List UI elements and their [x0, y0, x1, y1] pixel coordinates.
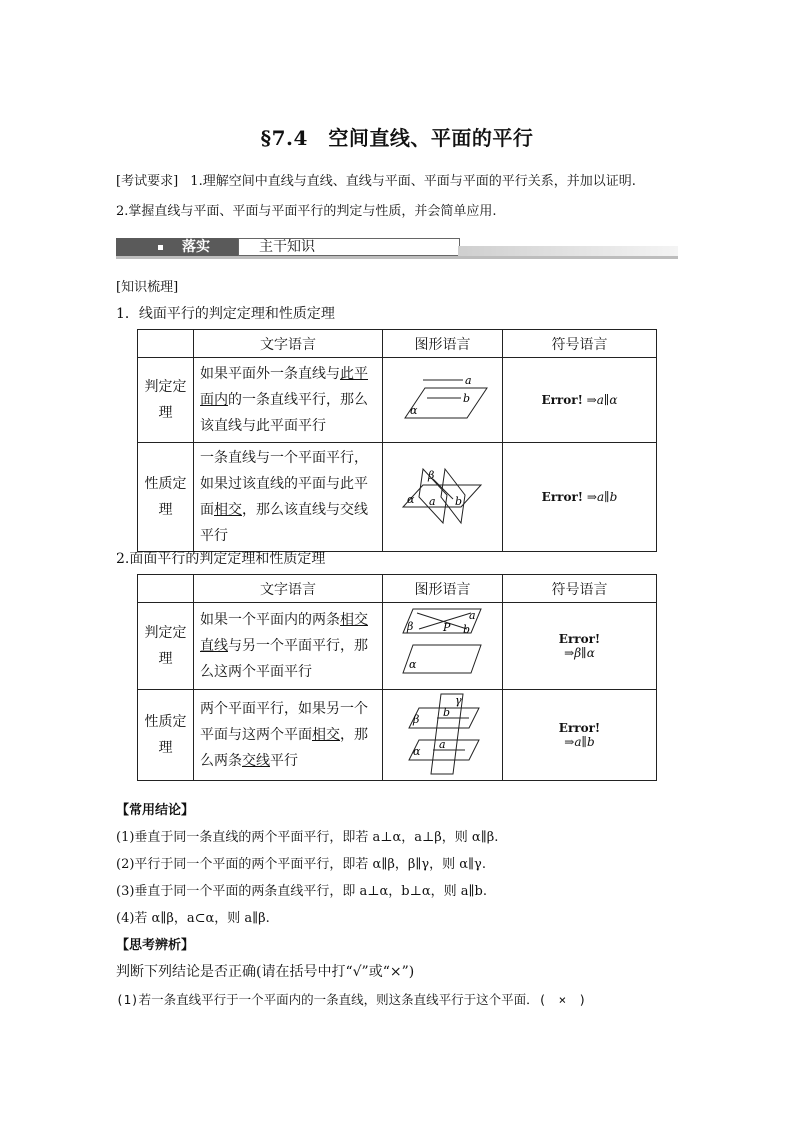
exam-requirements-tag: [考试要求] [116, 174, 179, 189]
header-empty [138, 575, 194, 603]
svg-text:γ: γ [455, 694, 462, 707]
row-label: 判定定理 [138, 603, 194, 690]
svg-text:b: b [455, 495, 463, 508]
table-row [138, 443, 657, 552]
header-text-language: 文字语言 [194, 575, 383, 603]
svg-text:a: a [469, 609, 476, 622]
page-title: §7.4 空间直线、平面的平行 [260, 126, 534, 150]
svg-text:b: b [463, 623, 471, 636]
row-symbol: Error! ⇒a∥b [503, 690, 657, 781]
header-figure-language: 图形语言 [383, 575, 503, 603]
row-symbol: Error! ⇒a∥b [503, 443, 657, 552]
row-text: 如果平面外一条直线与此平面内的一条直线平行，那么该直线与此平面平行 [194, 358, 383, 443]
banner-underline [116, 256, 678, 259]
section1-heading: 1．线面平行的判定定理和性质定理 [116, 306, 335, 322]
table-line-plane-parallel [137, 329, 657, 552]
svg-text:α: α [410, 404, 418, 417]
banner-dark-tab [116, 238, 238, 256]
row-label: 性质定理 [138, 690, 194, 781]
svg-text:b: b [463, 392, 471, 405]
svg-text:a: a [465, 374, 472, 387]
conclusion-item: (4)若 α∥β，a⊂α，则 a∥β. [116, 911, 270, 926]
discrimination-tag: 【思考辨析】 [116, 938, 195, 953]
figure-line-plane-criterion [383, 358, 503, 443]
conclusion-item: (2)平行于同一个平面的两个平面平行，即若 α∥β，β∥γ，则 α∥γ. [116, 857, 486, 872]
exam-requirements-line1 [116, 172, 636, 192]
table-row [138, 603, 657, 690]
conclusion-item: (1)垂直于同一条直线的两个平面平行，即若 a⊥α，a⊥β，则 α∥β. [116, 830, 499, 845]
banner-fade [458, 246, 678, 256]
row-symbol: Error! ⇒a∥α [503, 358, 657, 443]
section-banner [116, 236, 678, 258]
row-label: 判定定理 [138, 358, 194, 443]
header-symbol-language: 符号语言 [503, 575, 657, 603]
svg-text:a: a [429, 495, 436, 508]
banner-dark-label: 落实 [182, 239, 210, 255]
header-text-language: 文字语言 [194, 330, 383, 358]
svg-text:a: a [439, 738, 446, 751]
table-row [138, 358, 657, 443]
banner-light-label: 主干知识 [238, 238, 460, 256]
svg-text:P: P [443, 621, 451, 634]
table-header-row [138, 575, 657, 603]
row-text: 一条直线与一个平面平行，如果过该直线的平面与此平面相交，那么该直线与交线平行 [194, 443, 383, 552]
requirement-1: 1.理解空间中直线与直线、直线与平面、平面与平面的平行关系，并加以证明. [190, 174, 636, 189]
figure-plane-plane-property [383, 690, 503, 781]
table-row [138, 690, 657, 781]
discrimination-intro: 判断下列结论是否正确(请在括号中打“√”或“×”) [116, 964, 415, 980]
svg-text:α: α [407, 493, 415, 506]
table-plane-plane-parallel [137, 574, 657, 781]
requirement-2: 2.掌握直线与平面、平面与平面平行的判定与性质，并会简单应用. [116, 204, 497, 219]
svg-text:α: α [409, 658, 417, 671]
header-figure-language: 图形语言 [383, 330, 503, 358]
conclusion-item: (3)垂直于同一个平面的两条直线平行，即 a⊥α，b⊥α，则 a∥b. [116, 884, 487, 899]
svg-text:β: β [428, 469, 435, 482]
svg-text:α: α [413, 745, 421, 758]
figure-line-plane-property [383, 443, 503, 552]
discrimination-question-1: (1)若一条直线平行于一个平面内的一条直线，则这条直线平行于这个平面．( × ) [116, 992, 587, 1007]
header-empty [138, 330, 194, 358]
knowledge-tag: [知识梳理] [116, 280, 179, 295]
svg-text:b: b [443, 706, 451, 719]
svg-text:β: β [407, 620, 414, 633]
section2-heading: 2.面面平行的判定定理和性质定理 [116, 551, 326, 567]
row-symbol: Error! ⇒β∥α [503, 603, 657, 690]
table-header-row [138, 330, 657, 358]
figure-plane-plane-criterion [383, 603, 503, 690]
row-text: 两个平面平行，如果另一个平面与这两个平面相交，那么两条交线平行 [194, 690, 383, 781]
conclusions-tag: 【常用结论】 [116, 803, 195, 818]
header-symbol-language: 符号语言 [503, 330, 657, 358]
row-text: 如果一个平面内的两条相交直线与另一个平面平行，那么这两个平面平行 [194, 603, 383, 690]
row-label: 性质定理 [138, 443, 194, 552]
bullet-icon [158, 245, 163, 250]
svg-text:β: β [413, 713, 420, 726]
